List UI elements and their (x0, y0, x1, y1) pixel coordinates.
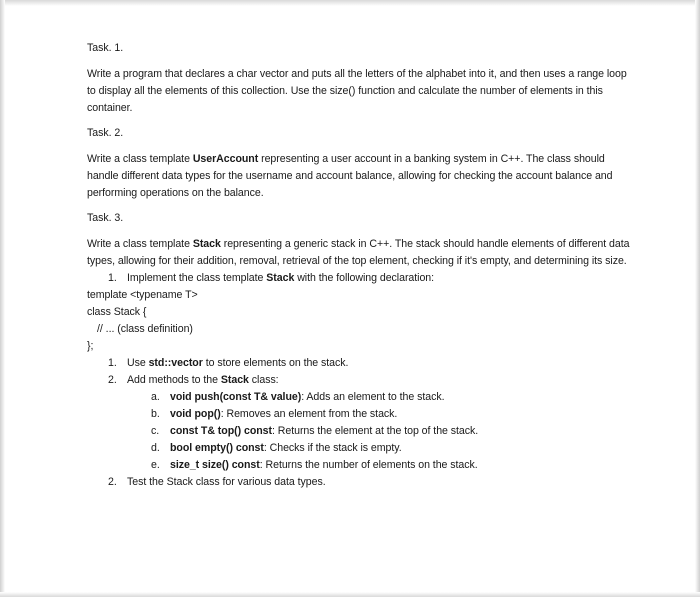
code-line-class: class Stack { (87, 306, 147, 318)
task-2-title: Task. 2. (87, 127, 124, 139)
method-description: : Returns the element at the top of the stack. (271, 425, 479, 437)
item-text-bold: Stack (266, 272, 295, 284)
page-shadow-bottom (0, 592, 700, 597)
code-line-close: }; (87, 340, 94, 352)
task-2-text-post: representing a user account in a banking system in C++. The class should handle different data types for the username and account balance, allowing for checking the account balance and performing operations on the balance. (87, 153, 613, 199)
page-shadow-left (0, 0, 5, 597)
task-3-class-name: Stack (192, 238, 221, 250)
task-2-class-name: UserAccount (192, 153, 259, 165)
task-3-text-pre: Write a class template (87, 238, 193, 250)
sub-list-marker: e. (151, 459, 160, 471)
method-description: : Adds an element to the stack. (301, 391, 445, 403)
item-text-post: with the following declaration: (294, 272, 435, 284)
list-marker: 2. (108, 476, 117, 488)
method-description: : Returns the number of elements on the stack. (259, 459, 478, 471)
task-3-item-methods (87, 372, 632, 389)
method-signature: void pop() (170, 408, 221, 420)
task-3-title: Task. 3. (87, 212, 124, 224)
item-text-pre: Use (127, 357, 149, 369)
method-push (87, 389, 632, 406)
item-text-bold: std::vector (148, 357, 203, 369)
list-marker: 2. (108, 374, 117, 386)
list-marker: 1. (108, 357, 117, 369)
method-size (87, 457, 632, 474)
task-3-text-post: representing a generic stack in C++. The stack should handle elements of different data types, allowing for their addition, removal, retrieval of the top element, checking if it's empty, and determining its size. (87, 238, 630, 267)
method-empty (87, 440, 632, 457)
code-line-template: template <typename T> (87, 289, 198, 301)
task-2-text-pre: Write a class template (87, 153, 193, 165)
task-3-text (87, 236, 632, 270)
task-3-item-vector (87, 355, 632, 372)
code-line-comment: // ... (class definition) (97, 323, 193, 335)
method-description: : Removes an element from the stack. (220, 408, 398, 420)
page-shadow-right (695, 0, 700, 597)
sub-list-marker: a. (151, 391, 160, 403)
task-2-text (87, 151, 632, 202)
item-text-post: class: (248, 374, 279, 386)
item-text: Test the Stack class for various data types. (127, 476, 326, 488)
item-text-pre: Implement the class template (127, 272, 267, 284)
method-top (87, 423, 632, 440)
item-text-bold: Stack (220, 374, 249, 386)
method-signature: const T& top() const (170, 425, 272, 437)
sub-list-marker: d. (151, 442, 160, 454)
task-1-title: Task. 1. (87, 42, 124, 54)
list-marker: 1. (108, 272, 117, 284)
task-3-item-test (87, 474, 632, 491)
method-signature: size_t size() const (170, 459, 260, 471)
method-pop (87, 406, 632, 423)
item-text-pre: Add methods to the (127, 374, 221, 386)
method-description: : Checks if the stack is empty. (263, 442, 402, 454)
sub-list-marker: c. (151, 425, 160, 437)
sub-list-marker: b. (151, 408, 160, 420)
document-body (87, 40, 632, 491)
task-1-text: Write a program that declares a char vector and puts all the letters of the alphabet into it, and then uses a range loop to display all the elements of this collection. Use the size() function and calculate the number of elements in this container. (87, 68, 627, 114)
item-text-post: to store elements on the stack. (202, 357, 349, 369)
method-signature: void push(const T& value) (170, 391, 302, 403)
page-shadow-top (0, 0, 700, 6)
task-3-item-implement (87, 270, 632, 287)
method-signature: bool empty() const (170, 442, 264, 454)
